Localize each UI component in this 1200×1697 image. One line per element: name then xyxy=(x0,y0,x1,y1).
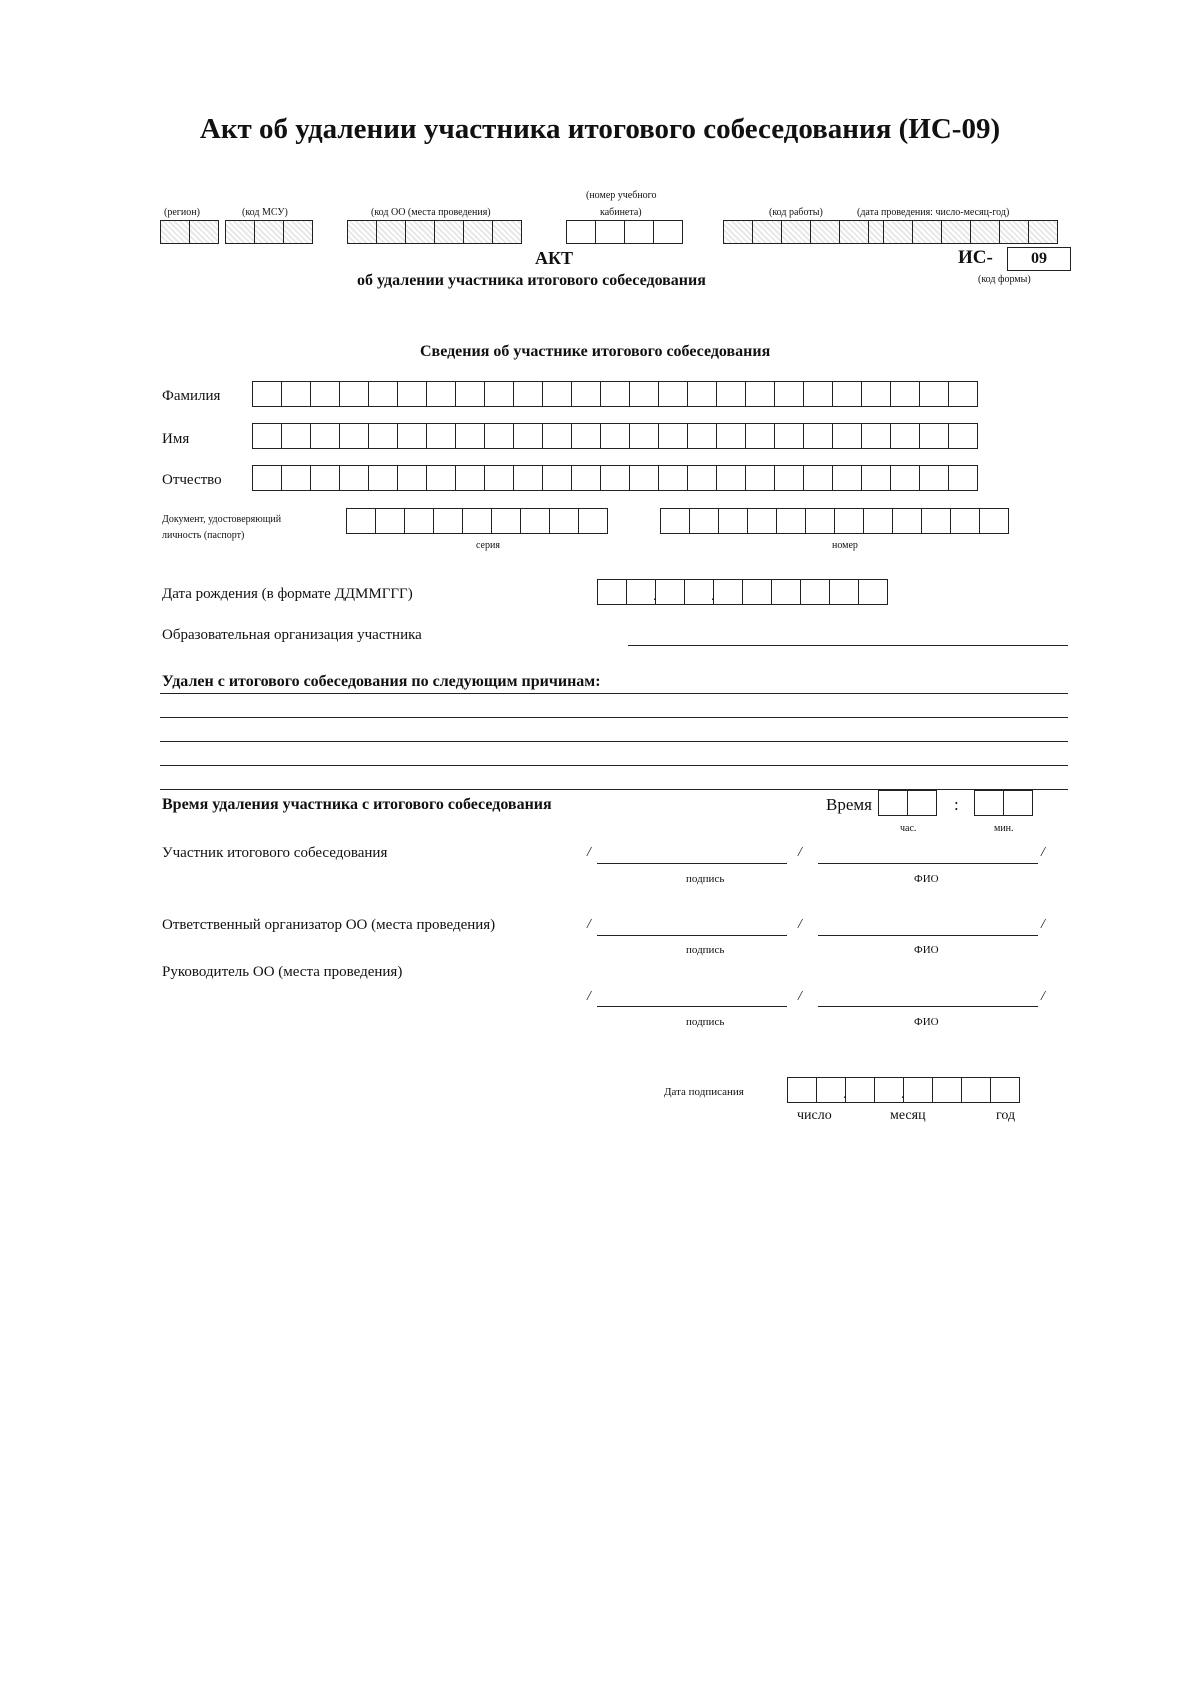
name-cell[interactable] xyxy=(310,423,340,449)
slash: / xyxy=(1041,845,1045,860)
hours-cell[interactable] xyxy=(907,790,937,816)
surname-cell[interactable] xyxy=(542,381,572,407)
date-cell[interactable] xyxy=(883,220,913,244)
birthdate-cell[interactable] xyxy=(626,579,656,605)
name-cell[interactable] xyxy=(948,423,978,449)
patronymic-cell[interactable] xyxy=(513,465,543,491)
school-line[interactable] xyxy=(628,645,1068,646)
name-cell[interactable] xyxy=(687,423,717,449)
sign-date-cell[interactable] xyxy=(816,1077,846,1103)
surname-cell[interactable] xyxy=(571,381,601,407)
patronymic-cell[interactable] xyxy=(629,465,659,491)
birthdate-cell[interactable] xyxy=(829,579,859,605)
surname-cell[interactable] xyxy=(484,381,514,407)
surname-cell[interactable] xyxy=(745,381,775,407)
surname-cell[interactable] xyxy=(339,381,369,407)
room-cell[interactable] xyxy=(653,220,683,244)
date-cell[interactable] xyxy=(912,220,942,244)
document-label-line2: личность (паспорт) xyxy=(162,530,245,541)
page-title: Акт об удалении участника итогового собеседования (ИС-09) xyxy=(199,113,1001,145)
number-label: номер xyxy=(832,540,858,551)
name-cell[interactable] xyxy=(803,423,833,449)
date-cell[interactable] xyxy=(941,220,971,244)
oo-cell[interactable] xyxy=(434,220,464,244)
organizer-signature-line[interactable] xyxy=(597,935,787,936)
patronymic-cell[interactable] xyxy=(339,465,369,491)
series-cell[interactable] xyxy=(549,508,579,534)
patronymic-cell[interactable] xyxy=(687,465,717,491)
surname-cell[interactable] xyxy=(948,381,978,407)
name-cell[interactable] xyxy=(774,423,804,449)
reason-line[interactable] xyxy=(160,741,1068,742)
slash: / xyxy=(1041,917,1045,932)
series-cell[interactable] xyxy=(433,508,463,534)
slash: / xyxy=(587,845,591,860)
series-cell[interactable] xyxy=(578,508,608,534)
room-cells xyxy=(566,220,683,244)
number-cell[interactable] xyxy=(689,508,719,534)
name-cell[interactable] xyxy=(716,423,746,449)
sign-date-cells xyxy=(787,1077,1020,1103)
fio-caption: ФИО xyxy=(914,1016,939,1028)
slash: / xyxy=(798,917,802,932)
number-cell[interactable] xyxy=(747,508,777,534)
patronymic-cell[interactable] xyxy=(658,465,688,491)
name-cell[interactable] xyxy=(890,423,920,449)
surname-cell[interactable] xyxy=(252,381,282,407)
msu-cell[interactable] xyxy=(283,220,313,244)
time-colon: : xyxy=(954,795,959,814)
name-cell[interactable] xyxy=(861,423,891,449)
number-cell[interactable] xyxy=(979,508,1009,534)
series-cell[interactable] xyxy=(520,508,550,534)
patronymic-cell[interactable] xyxy=(252,465,282,491)
slash: / xyxy=(798,845,802,860)
surname-cell[interactable] xyxy=(861,381,891,407)
number-cell[interactable] xyxy=(776,508,806,534)
sign-date-cell[interactable] xyxy=(845,1077,875,1103)
msu-cell[interactable] xyxy=(254,220,284,244)
patronymic-cell[interactable] xyxy=(948,465,978,491)
surname-cell[interactable] xyxy=(919,381,949,407)
surname-cell[interactable] xyxy=(310,381,340,407)
birthdate-cell[interactable] xyxy=(597,579,627,605)
surname-cells xyxy=(252,381,978,407)
hours-cells xyxy=(878,790,937,816)
sign-date-cell[interactable] xyxy=(903,1077,933,1103)
sign-date-cell[interactable] xyxy=(961,1077,991,1103)
work-label: (код работы) xyxy=(769,207,823,218)
region-cell[interactable] xyxy=(189,220,219,244)
msu-cells xyxy=(225,220,313,244)
surname-cell[interactable] xyxy=(600,381,630,407)
participant-sign-label: Участник итогового собеседования xyxy=(162,845,388,861)
patronymic-cell[interactable] xyxy=(774,465,804,491)
patronymic-cell[interactable] xyxy=(571,465,601,491)
signature-caption: подпись xyxy=(686,1016,725,1028)
surname-cell[interactable] xyxy=(426,381,456,407)
sign-date-cell[interactable] xyxy=(990,1077,1020,1103)
reason-line[interactable] xyxy=(160,765,1068,766)
document-label-line1: Документ, удостоверяющий xyxy=(162,514,282,525)
patronymic-cell[interactable] xyxy=(455,465,485,491)
surname-label: Фамилия xyxy=(162,388,221,404)
organizer-fio-line[interactable] xyxy=(818,935,1038,936)
patronymic-cell[interactable] xyxy=(803,465,833,491)
participant-fio-line[interactable] xyxy=(818,863,1038,864)
region-cell[interactable] xyxy=(160,220,190,244)
patronymic-cell[interactable] xyxy=(716,465,746,491)
organizer-sign-label: Ответственный организатор ОО (места проведения) xyxy=(162,917,496,933)
surname-cell[interactable] xyxy=(774,381,804,407)
room-cell[interactable] xyxy=(624,220,654,244)
act-word: АКТ xyxy=(535,248,574,268)
reason-line[interactable] xyxy=(160,717,1068,718)
name-cell[interactable] xyxy=(600,423,630,449)
name-cell[interactable] xyxy=(252,423,282,449)
surname-cell[interactable] xyxy=(658,381,688,407)
surname-cell[interactable] xyxy=(368,381,398,407)
sign-date-label: Дата подписания xyxy=(664,1086,744,1098)
name-cell[interactable] xyxy=(397,423,427,449)
number-cell[interactable] xyxy=(892,508,922,534)
minutes-label: мин. xyxy=(994,823,1014,834)
surname-cell[interactable] xyxy=(832,381,862,407)
name-cell[interactable] xyxy=(745,423,775,449)
name-cell[interactable] xyxy=(368,423,398,449)
oo-label: (код ОО (места проведения) xyxy=(371,207,491,218)
patronymic-cell[interactable] xyxy=(397,465,427,491)
date-cell[interactable] xyxy=(1028,220,1058,244)
name-cells xyxy=(252,423,978,449)
birthdate-cell[interactable] xyxy=(800,579,830,605)
work-cell[interactable] xyxy=(810,220,840,244)
date-cell[interactable] xyxy=(999,220,1029,244)
slash: / xyxy=(587,989,591,1004)
region-cells xyxy=(160,220,219,244)
work-cell[interactable] xyxy=(723,220,753,244)
series-cell[interactable] xyxy=(375,508,405,534)
surname-cell[interactable] xyxy=(455,381,485,407)
oo-cell[interactable] xyxy=(463,220,493,244)
work-cells xyxy=(723,220,898,244)
region-label: (регион) xyxy=(164,207,200,218)
date-label: (дата проведения: число-месяц-год) xyxy=(857,207,1010,218)
section-title: Сведения об участнике итогового собеседования xyxy=(420,343,771,360)
participant-signature-line[interactable] xyxy=(597,863,787,864)
birthdate-cells xyxy=(597,579,888,605)
minutes-cell[interactable] xyxy=(974,790,1004,816)
series-cell[interactable] xyxy=(462,508,492,534)
patronymic-cell[interactable] xyxy=(484,465,514,491)
date-cells xyxy=(883,220,1058,244)
patronymic-cell[interactable] xyxy=(745,465,775,491)
surname-cell[interactable] xyxy=(890,381,920,407)
slash: / xyxy=(798,989,802,1004)
name-cell[interactable] xyxy=(542,423,572,449)
number-cell[interactable] xyxy=(921,508,951,534)
patronymic-cell[interactable] xyxy=(310,465,340,491)
msu-cell[interactable] xyxy=(225,220,255,244)
patronymic-cells xyxy=(252,465,978,491)
patronymic-label: Отчество xyxy=(162,472,222,488)
signature-caption: подпись xyxy=(686,944,725,956)
reason-line[interactable] xyxy=(160,693,1068,694)
head-fio-line[interactable] xyxy=(818,1006,1038,1007)
form-number-box: 09 xyxy=(1007,247,1071,271)
sign-date-cell[interactable] xyxy=(932,1077,962,1103)
room-cell[interactable] xyxy=(566,220,596,244)
patronymic-cell[interactable] xyxy=(426,465,456,491)
series-cell[interactable] xyxy=(404,508,434,534)
patronymic-cell[interactable] xyxy=(600,465,630,491)
patronymic-cell[interactable] xyxy=(542,465,572,491)
name-label: Имя xyxy=(162,431,190,447)
patronymic-cell[interactable] xyxy=(890,465,920,491)
name-cell[interactable] xyxy=(455,423,485,449)
patronymic-cell[interactable] xyxy=(919,465,949,491)
series-cell[interactable] xyxy=(346,508,376,534)
fio-caption: ФИО xyxy=(914,873,939,885)
slash: / xyxy=(1041,989,1045,1004)
birthdate-cell[interactable] xyxy=(742,579,772,605)
number-cell[interactable] xyxy=(718,508,748,534)
name-cell[interactable] xyxy=(484,423,514,449)
head-sign-label: Руководитель ОО (места проведения) xyxy=(162,964,403,980)
series-label: серия xyxy=(476,540,500,551)
name-cell[interactable] xyxy=(513,423,543,449)
hours-label: час. xyxy=(900,823,917,834)
room-label-line1: (номер учебного xyxy=(586,190,657,201)
msu-label: (код МСУ) xyxy=(242,207,288,218)
name-cell[interactable] xyxy=(832,423,862,449)
surname-cell[interactable] xyxy=(629,381,659,407)
birthdate-cell[interactable] xyxy=(713,579,743,605)
name-cell[interactable] xyxy=(339,423,369,449)
oo-cell[interactable] xyxy=(376,220,406,244)
work-cell[interactable] xyxy=(752,220,782,244)
hours-cell[interactable] xyxy=(878,790,908,816)
form-prefix: ИС- xyxy=(958,247,993,268)
surname-cell[interactable] xyxy=(281,381,311,407)
form-code-label: (код формы) xyxy=(978,274,1031,285)
number-cell[interactable] xyxy=(950,508,980,534)
year-label: год xyxy=(996,1108,1016,1123)
minutes-cells xyxy=(974,790,1033,816)
document-number-cells xyxy=(660,508,1009,534)
sign-date-cell[interactable] xyxy=(874,1077,904,1103)
birthdate-label: Дата рождения (в формате ДДММГГГ) xyxy=(162,586,413,602)
work-cell[interactable] xyxy=(781,220,811,244)
birthdate-cell[interactable] xyxy=(771,579,801,605)
birthdate-cell[interactable] xyxy=(655,579,685,605)
room-cell[interactable] xyxy=(595,220,625,244)
patronymic-cell[interactable] xyxy=(861,465,891,491)
number-cell[interactable] xyxy=(805,508,835,534)
name-cell[interactable] xyxy=(919,423,949,449)
time-word: Время xyxy=(826,795,872,814)
head-signature-line[interactable] xyxy=(597,1006,787,1007)
school-label: Образовательная организация участника xyxy=(162,627,422,643)
surname-cell[interactable] xyxy=(803,381,833,407)
surname-cell[interactable] xyxy=(397,381,427,407)
month-label: месяц xyxy=(890,1108,926,1123)
name-cell[interactable] xyxy=(658,423,688,449)
name-cell[interactable] xyxy=(571,423,601,449)
sign-date-cell[interactable] xyxy=(787,1077,817,1103)
surname-cell[interactable] xyxy=(513,381,543,407)
surname-cell[interactable] xyxy=(716,381,746,407)
patronymic-cell[interactable] xyxy=(281,465,311,491)
act-subtitle: об удалении участника итогового собеседования xyxy=(357,272,706,289)
number-cell[interactable] xyxy=(660,508,690,534)
patronymic-cell[interactable] xyxy=(832,465,862,491)
oo-cell[interactable] xyxy=(492,220,522,244)
birthdate-cell[interactable] xyxy=(858,579,888,605)
oo-cells xyxy=(347,220,522,244)
number-cell[interactable] xyxy=(834,508,864,534)
day-label: число xyxy=(797,1108,832,1123)
oo-cell[interactable] xyxy=(405,220,435,244)
minutes-cell[interactable] xyxy=(1003,790,1033,816)
room-label-line2: кабинета) xyxy=(600,207,642,218)
patronymic-cell[interactable] xyxy=(368,465,398,491)
series-cell[interactable] xyxy=(491,508,521,534)
name-cell[interactable] xyxy=(629,423,659,449)
date-cell[interactable] xyxy=(970,220,1000,244)
name-cell[interactable] xyxy=(281,423,311,449)
document-series-cells xyxy=(346,508,608,534)
slash: / xyxy=(587,917,591,932)
time-label: Время удаления участника с итогового собеседования xyxy=(162,796,552,813)
reasons-label: Удален с итогового собеседования по следующим причинам: xyxy=(162,673,601,690)
name-cell[interactable] xyxy=(426,423,456,449)
number-cell[interactable] xyxy=(863,508,893,534)
surname-cell[interactable] xyxy=(687,381,717,407)
oo-cell[interactable] xyxy=(347,220,377,244)
birthdate-cell[interactable] xyxy=(684,579,714,605)
signature-caption: подпись xyxy=(686,873,725,885)
fio-caption: ФИО xyxy=(914,944,939,956)
work-cell[interactable] xyxy=(839,220,869,244)
